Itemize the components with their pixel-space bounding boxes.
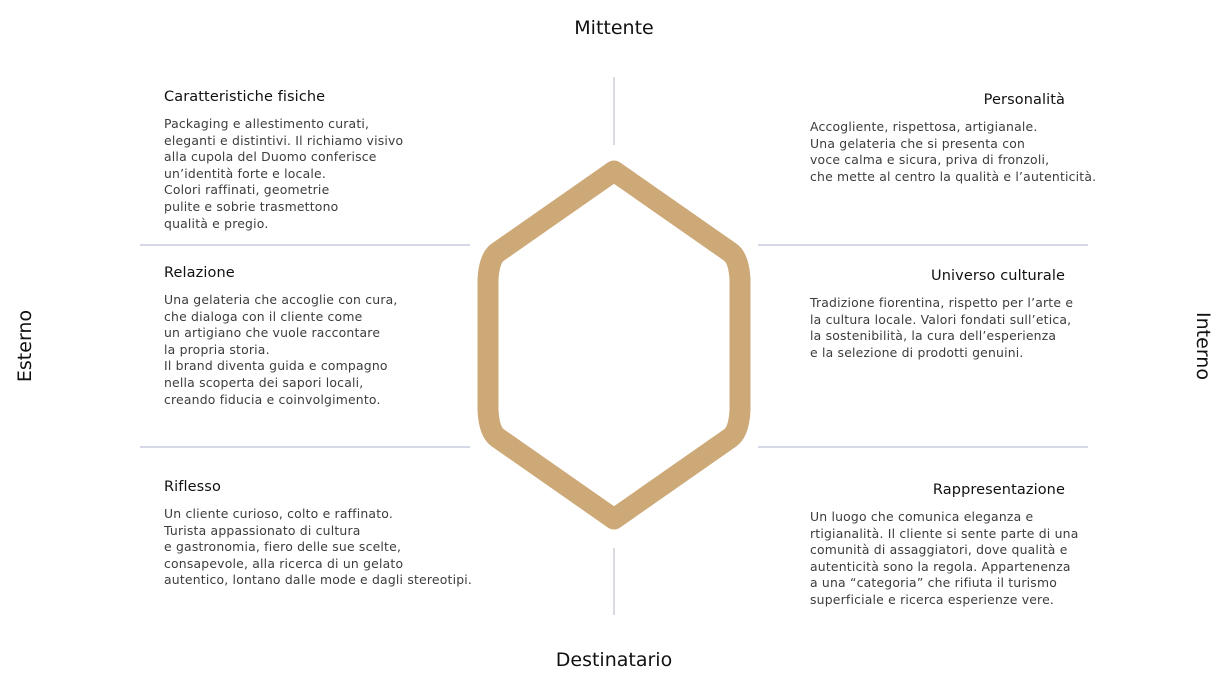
block-body: Un luogo che comunica eleganza e rtigianalità. Il cliente si sente parte di una comunità di assaggiatori, dove qualità e autenticità sono la regola. Appartenenza a una “categoria” che rifiuta il turismo superficiale e ricerca esperienze vere. [810,509,1079,607]
block-title: Universo culturale [931,268,1065,284]
block-body: Un cliente curioso, colto e raffinato. Turista appassionato di cultura e gastronomia, fiero delle sue scelte, consapevole, alla ricerca di un gelato autentico, lontano dalle mode e dagli stereotipi. [164,506,473,588]
block-body: Una gelateria che accoglie con cura, che dialoga con il cliente come un artigiano che vuole raccontare la propria storia. Il brand diventa guida e compagno nella scoperta dei sapori locali, creando fiducia e coinvolgimento. [164,292,398,407]
block-rappresentazione [810,482,1110,609]
block-title: Riflesso [164,479,221,495]
block-title: Rappresentazione [932,482,1065,498]
axis-label-interno: Interno [1192,312,1214,380]
block-title: Caratteristiche fisiche [164,89,326,105]
block-title: Relazione [164,265,235,281]
block-body: Tradizione fiorentina, rispetto per l’arte e la cultura locale. Valori fondati sull’etica, la sostenibilità, la cura dell’esperienza e la selezione di prodotti genuini. [810,295,1074,360]
block-universo-culturale [810,268,1110,361]
block-caratteristiche-fisiche [164,89,474,232]
axis-label-mittente: Mittente [574,17,654,39]
block-title: Personalità [983,92,1065,108]
block-relazione [164,265,474,408]
axis-label-esterno: Esterno [14,309,36,383]
block-body: Accogliente, rispettosa, artigianale. Una gelateria che si presenta con voce calma e sicura, priva di fronzoli, che mette al centro la qualità e l’autenticità. [810,119,1097,184]
block-riflesso [164,479,504,589]
block-personalita [810,92,1110,185]
axis-label-destinatario: Destinatario [555,649,673,671]
block-body: Packaging e allestimento curati, eleganti e distintivi. Il richiamo visivo alla cupola del Duomo conferisce un’identità forte e locale. Colori raffinati, geometrie pulite e sobrie trasmettono qualità e pregio. [164,116,404,231]
hexagon-shape [488,171,740,519]
